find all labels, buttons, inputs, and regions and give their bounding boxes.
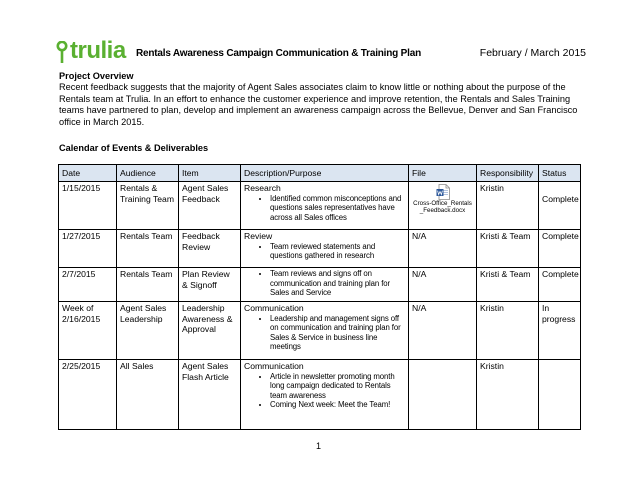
bullet-item: • Identified common misconceptions and questions sales representatives have across all Sales offices: [270, 194, 405, 223]
cell-date: 1/27/2015: [59, 230, 117, 268]
cell-description: [241, 268, 409, 302]
cell-date: 1/15/2015: [59, 182, 117, 230]
overview-heading: Project Overview: [59, 71, 134, 81]
cell-description: [241, 182, 409, 230]
cell-description: [241, 230, 409, 268]
cell-responsibility: Kristin: [477, 302, 539, 360]
document-header: [56, 35, 586, 63]
overview-body: Recent feedback suggests that the majority of Agent Sales associates claim to know little or nothing about the purpose of the Rentals team at Trulia. In an effort to enhance the customer experience and improve retention, the Rentals and Sales Training teams have partnered to plan, develop and implement an awareness campaign across the Bellevue, Denver and San Francisco office in March 2015.: [59, 82, 578, 127]
column-header-description: Description/Purpose: [241, 165, 409, 182]
column-header-file: File: [409, 165, 477, 182]
cell-item: Leadership Awareness & Approval: [179, 302, 241, 360]
column-header-audience: Audience: [117, 165, 179, 182]
column-header-item: Item: [179, 165, 241, 182]
table-row: [59, 230, 581, 268]
cell-description: [241, 302, 409, 360]
cell-audience: Rentals & Training Team: [117, 182, 179, 230]
cell-file: [409, 182, 477, 230]
cell-audience: All Sales: [117, 360, 179, 430]
cell-audience: Rentals Team: [117, 268, 179, 302]
bullet-item: • Leadership and management signs off on communication and training plan for Sales & Service in business line meetings: [270, 314, 405, 352]
word-document-icon[interactable]: [436, 184, 450, 200]
table-header-row: [59, 165, 581, 182]
purpose-bullets: [244, 194, 405, 223]
calendar-heading: Calendar of Events & Deliverables: [59, 143, 209, 153]
trulia-logo: [56, 35, 126, 63]
cell-responsibility: Kristi & Team: [477, 230, 539, 268]
bullet-item: • Team reviewed statements and questions gathered in research: [270, 242, 405, 261]
purpose-title: Research: [244, 183, 281, 193]
logo-wordmark: trulia: [70, 37, 126, 64]
purpose-bullets: [244, 242, 405, 261]
table-row: [59, 182, 581, 230]
bullet-item: • Article in newsletter promoting month long campaign dedicated to Rentals team awareness: [270, 372, 405, 401]
cell-responsibility: Kristi & Team: [477, 268, 539, 302]
cell-date: 2/7/2015: [59, 268, 117, 302]
page-number: 1: [316, 441, 322, 451]
cell-file: [409, 360, 477, 430]
cell-item: Plan Review & Signoff: [179, 268, 241, 302]
events-table: [58, 164, 581, 430]
cell-file: N/A: [409, 302, 477, 360]
table-row: [59, 302, 581, 360]
purpose-bullets: [244, 372, 405, 410]
cell-audience: Rentals Team: [117, 230, 179, 268]
table-row: [59, 360, 581, 430]
purpose-title: Communication: [244, 303, 304, 313]
cell-status: Complete: [539, 230, 581, 268]
project-overview: [59, 71, 589, 128]
cell-item: Feedback Review: [179, 230, 241, 268]
purpose-bullets: [244, 269, 405, 298]
column-header-date: Date: [59, 165, 117, 182]
bullet-item: • Team reviews and signs off on communication and training plan for Sales and Service: [270, 269, 405, 298]
bullet-item: • Coming Next week: Meet the Team!: [270, 400, 405, 410]
purpose-title: Communication: [244, 361, 304, 371]
file-link[interactable]: Cross-Office_Rentals_Feedback.docx: [413, 200, 472, 215]
cell-status: In progress: [539, 302, 581, 360]
table-row: [59, 268, 581, 302]
purpose-title: Review: [244, 231, 273, 241]
document-title: Rentals Awareness Campaign Communication & Training Plan: [136, 48, 421, 59]
column-header-responsibility: Responsibility: [477, 165, 539, 182]
cell-status: Complete: [539, 182, 581, 230]
purpose-bullets: [244, 314, 405, 352]
cell-description: [241, 360, 409, 430]
map-pin-icon: [56, 41, 68, 63]
cell-responsibility: Kristin: [477, 360, 539, 430]
cell-file: N/A: [409, 230, 477, 268]
cell-status: [539, 360, 581, 430]
cell-status: Complete: [539, 268, 581, 302]
document-date: February / March 2015: [479, 47, 586, 59]
cell-file: N/A: [409, 268, 477, 302]
cell-item: Agent Sales Flash Article: [179, 360, 241, 430]
column-header-status: Status: [539, 165, 581, 182]
cell-date: Week of 2/16/2015: [59, 302, 117, 360]
cell-item: Agent Sales Feedback: [179, 182, 241, 230]
cell-responsibility: Kristin: [477, 182, 539, 230]
cell-date: 2/25/2015: [59, 360, 117, 430]
cell-audience: Agent Sales Leadership: [117, 302, 179, 360]
